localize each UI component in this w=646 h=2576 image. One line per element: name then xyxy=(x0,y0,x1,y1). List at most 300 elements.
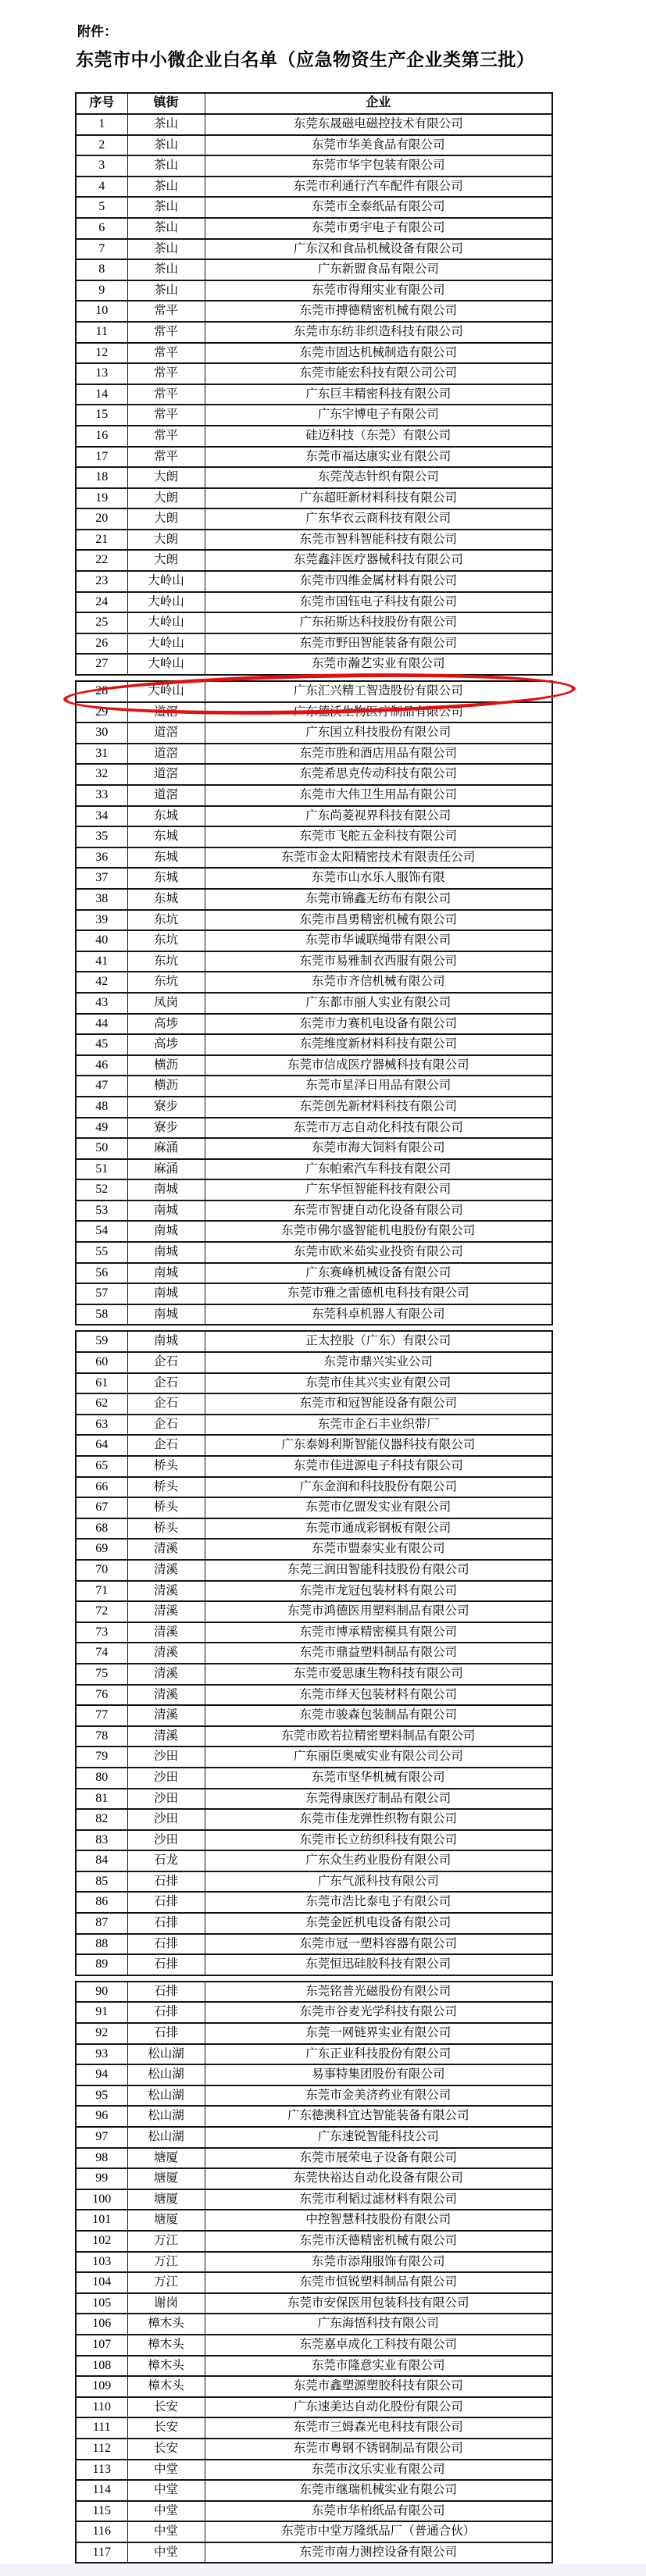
row-company-cell: 东莞市勇宇电子有限公司 xyxy=(205,218,552,239)
row-index-cell: 10 xyxy=(76,301,127,322)
row-town-cell: 东坑 xyxy=(127,930,205,951)
row-town-cell: 大岭山 xyxy=(127,633,205,655)
row-town-cell: 大朗 xyxy=(127,508,205,530)
table-row xyxy=(76,1581,552,1602)
table-row xyxy=(76,1789,552,1810)
table-row xyxy=(76,1560,552,1581)
table-row xyxy=(76,1373,552,1394)
row-town-cell: 清溪 xyxy=(127,1539,205,1560)
row-index-cell: 9 xyxy=(76,280,127,301)
table-row xyxy=(76,2335,552,2356)
table-row xyxy=(76,135,552,156)
row-town-cell: 南城 xyxy=(127,1179,205,1201)
row-town-cell: 道滘 xyxy=(127,744,205,765)
row-town-cell: 常平 xyxy=(127,447,205,468)
table-page-section xyxy=(75,1981,551,2564)
row-index-cell: 115 xyxy=(76,2501,127,2522)
row-company-cell: 东莞市绎天包装材料有限公司 xyxy=(205,1685,552,1706)
table-row xyxy=(76,2376,552,2397)
table-row xyxy=(76,1456,552,1477)
row-company-cell: 东莞市隆意实业有限公司 xyxy=(205,2356,552,2377)
row-company-cell: 广东金润和科技股份有限公司 xyxy=(205,1477,552,1498)
row-index-cell: 85 xyxy=(76,1871,127,1893)
row-town-cell: 万江 xyxy=(127,2252,205,2273)
row-company-cell: 东莞市华宇包装有限公司 xyxy=(205,155,552,177)
table-row xyxy=(76,405,552,426)
table-row xyxy=(76,447,552,468)
table-row xyxy=(76,239,552,260)
row-company-cell: 东莞市企石丰业织带厂 xyxy=(205,1415,552,1436)
row-index-cell: 7 xyxy=(76,239,127,260)
row-town-cell: 塘厦 xyxy=(127,2148,205,2169)
table-row xyxy=(76,2521,552,2542)
row-index-cell: 39 xyxy=(76,910,127,931)
table-row xyxy=(76,2417,552,2439)
row-company-cell: 广东巨丰精密科技有限公司 xyxy=(205,384,552,405)
row-company-cell: 广东汇兴精工智造股份有限公司 xyxy=(205,681,552,702)
row-index-cell: 11 xyxy=(76,322,127,343)
row-index-cell: 35 xyxy=(76,826,127,847)
row-town-cell: 南城 xyxy=(127,1263,205,1284)
row-town-cell: 茶山 xyxy=(127,177,205,198)
table-row xyxy=(76,2314,552,2335)
row-company-cell: 东莞市佳进源电子科技有限公司 xyxy=(205,1456,552,1477)
row-index-cell: 93 xyxy=(76,2044,127,2065)
row-company-cell: 东莞市佛尔盛智能机电股份有限公司 xyxy=(205,1221,552,1242)
row-town-cell: 道滘 xyxy=(127,764,205,785)
row-town-cell: 南城 xyxy=(127,1242,205,1263)
row-town-cell: 麻涌 xyxy=(127,1138,205,1159)
row-company-cell: 东莞市亿盟发实业有限公司 xyxy=(205,1497,552,1518)
row-index-cell: 106 xyxy=(76,2314,127,2335)
row-company-cell: 东莞金匠机电设备有限公司 xyxy=(205,1913,552,1934)
row-company-cell: 东莞创先新材料科技有限公司 xyxy=(205,1097,552,1118)
row-company-cell: 易事特集团股份有限公司 xyxy=(205,2064,552,2085)
row-company-cell: 广东都市丽人实业有限公司 xyxy=(205,993,552,1014)
row-index-cell: 8 xyxy=(76,259,127,280)
row-index-cell: 16 xyxy=(76,426,127,447)
row-company-cell: 东莞恒迅硅胶科技有限公司 xyxy=(205,1954,552,1975)
attachment-label: 附件： xyxy=(77,24,117,39)
company-table xyxy=(75,1330,553,1975)
table-row xyxy=(76,1034,552,1055)
row-company-cell: 东莞市大伟卫生用品有限公司 xyxy=(205,785,552,806)
row-town-cell: 高埗 xyxy=(127,1034,205,1055)
table-row xyxy=(76,343,552,364)
table-row xyxy=(76,1622,552,1643)
table-row xyxy=(76,1954,552,1975)
bottom-strip xyxy=(0,2564,646,2576)
row-index-cell: 113 xyxy=(76,2460,127,2481)
row-index-cell: 102 xyxy=(76,2231,127,2252)
table-row xyxy=(76,2127,552,2148)
row-index-cell: 20 xyxy=(76,508,127,530)
row-town-cell: 沙田 xyxy=(127,1746,205,1768)
row-index-cell: 12 xyxy=(76,343,127,364)
table-row xyxy=(76,1982,552,2003)
row-town-cell: 南城 xyxy=(127,1201,205,1222)
row-index-cell: 86 xyxy=(76,1892,127,1913)
table-row xyxy=(76,2085,552,2107)
row-index-cell: 27 xyxy=(76,654,127,675)
table-row xyxy=(76,218,552,239)
table-page-section xyxy=(75,680,551,1325)
table-row xyxy=(76,764,552,785)
row-index-cell: 18 xyxy=(76,467,127,488)
row-company-cell: 东莞市南力测控设备有限公司 xyxy=(205,2542,552,2564)
header-row xyxy=(76,93,552,114)
row-index-cell: 70 xyxy=(76,1560,127,1581)
row-company-cell: 东莞嘉卓成化工科技有限公司 xyxy=(205,2335,552,2356)
company-table xyxy=(75,680,553,1325)
row-town-cell: 常平 xyxy=(127,384,205,405)
row-company-cell: 广东国立科技股份有限公司 xyxy=(205,722,552,744)
row-town-cell: 沙田 xyxy=(127,1830,205,1851)
row-company-cell: 东莞市欧若拉精密塑料制品有限公司 xyxy=(205,1726,552,1747)
row-company-cell: 广东汉和食品机械设备有限公司 xyxy=(205,239,552,260)
table-row xyxy=(76,1118,552,1139)
row-company-cell: 广东新盟食品有限公司 xyxy=(205,259,552,280)
row-town-cell: 道滘 xyxy=(127,702,205,723)
row-index-cell: 71 xyxy=(76,1581,127,1602)
table-row xyxy=(76,114,552,135)
row-company-cell: 东莞市浩比泰电子有限公司 xyxy=(205,1892,552,1913)
row-company-cell: 东莞市飞舵五金科技有限公司 xyxy=(205,826,552,847)
row-town-cell: 樟木头 xyxy=(127,2314,205,2335)
table-row xyxy=(76,612,552,633)
row-company-cell: 广东海悟科技有限公司 xyxy=(205,2314,552,2335)
row-company-cell: 东莞市昌勇精密机械有限公司 xyxy=(205,910,552,931)
table-row xyxy=(76,1892,552,1913)
row-index-cell: 38 xyxy=(76,889,127,910)
row-index-cell: 114 xyxy=(76,2480,127,2501)
row-index-cell: 57 xyxy=(76,1283,127,1304)
row-index-cell: 49 xyxy=(76,1118,127,1139)
table-row xyxy=(76,633,552,655)
row-town-cell: 清溪 xyxy=(127,1664,205,1685)
row-index-cell: 52 xyxy=(76,1179,127,1201)
row-index-cell: 13 xyxy=(76,363,127,384)
table-row xyxy=(76,1664,552,1685)
row-town-cell: 松山湖 xyxy=(127,2064,205,2085)
row-index-cell: 80 xyxy=(76,1768,127,1789)
table-row xyxy=(76,592,552,613)
table-row xyxy=(76,2106,552,2127)
row-company-cell: 东莞市爱思康生物科技有限公司 xyxy=(205,1664,552,1685)
table-row xyxy=(76,681,552,702)
row-index-cell: 50 xyxy=(76,1138,127,1159)
row-company-cell: 东莞一网链界实业有限公司 xyxy=(205,2023,552,2044)
company-whitelist-table xyxy=(75,92,551,2568)
row-town-cell: 南城 xyxy=(127,1283,205,1304)
row-company-cell: 东莞市鑫塑源塑胶科技有限公司 xyxy=(205,2376,552,2397)
row-town-cell: 南城 xyxy=(127,1331,205,1352)
row-index-cell: 99 xyxy=(76,2168,127,2189)
row-company-cell: 东莞市坚华机械有限公司 xyxy=(205,1768,552,1789)
row-index-cell: 19 xyxy=(76,488,127,509)
row-town-cell: 茶山 xyxy=(127,135,205,156)
row-company-cell: 东莞市信成医疗器械科技有限公司 xyxy=(205,1055,552,1076)
row-town-cell: 清溪 xyxy=(127,1705,205,1726)
table-row xyxy=(76,467,552,488)
table-row xyxy=(76,1304,552,1325)
table-row xyxy=(76,1913,552,1934)
row-town-cell: 樟木头 xyxy=(127,2356,205,2377)
row-index-cell: 23 xyxy=(76,571,127,592)
row-company-cell: 东莞市龙冠包装材料有限公司 xyxy=(205,1581,552,1602)
row-company-cell: 东莞市东纺非织造科技有限公司 xyxy=(205,322,552,343)
row-town-cell: 中堂 xyxy=(127,2480,205,2501)
row-index-cell: 3 xyxy=(76,155,127,177)
table-row xyxy=(76,1076,552,1097)
row-index-cell: 34 xyxy=(76,806,127,827)
row-company-cell: 硅迈科技（东莞）有限公司 xyxy=(205,426,552,447)
row-index-cell: 75 xyxy=(76,1664,127,1685)
row-company-cell: 东莞市雅之雷德机电科技有限公司 xyxy=(205,1283,552,1304)
row-index-cell: 1 xyxy=(76,114,127,135)
row-company-cell: 东莞茂志针织有限公司 xyxy=(205,467,552,488)
table-row xyxy=(76,2210,552,2231)
row-town-cell: 横沥 xyxy=(127,1055,205,1076)
row-company-cell: 东莞市福达康实业有限公司 xyxy=(205,447,552,468)
table-row xyxy=(76,1331,552,1352)
table-row xyxy=(76,2252,552,2273)
row-company-cell: 东莞市金美济药业有限公司 xyxy=(205,2085,552,2107)
row-index-cell: 32 xyxy=(76,764,127,785)
row-town-cell: 东城 xyxy=(127,847,205,869)
row-company-cell: 东莞市利韬过滤材料有限公司 xyxy=(205,2189,552,2210)
row-town-cell: 松山湖 xyxy=(127,2106,205,2127)
row-index-cell: 29 xyxy=(76,702,127,723)
row-index-cell: 105 xyxy=(76,2293,127,2314)
company-table xyxy=(75,92,553,676)
row-town-cell: 石排 xyxy=(127,1934,205,1955)
row-town-cell: 大岭山 xyxy=(127,571,205,592)
row-town-cell: 谢岗 xyxy=(127,2293,205,2314)
row-index-cell: 111 xyxy=(76,2417,127,2439)
row-index-cell: 104 xyxy=(76,2272,127,2293)
row-company-cell: 广东华衣云商科技有限公司 xyxy=(205,508,552,530)
row-town-cell: 茶山 xyxy=(127,155,205,177)
row-index-cell: 41 xyxy=(76,951,127,972)
row-index-cell: 79 xyxy=(76,1746,127,1768)
table-row xyxy=(76,2356,552,2377)
row-town-cell: 茶山 xyxy=(127,197,205,218)
table-row xyxy=(76,1201,552,1222)
row-company-cell: 东莞市长立纺织科技有限公司 xyxy=(205,1830,552,1851)
row-town-cell: 沙田 xyxy=(127,1809,205,1830)
table-row xyxy=(76,571,552,592)
table-row xyxy=(76,550,552,571)
row-town-cell: 清溪 xyxy=(127,1643,205,1664)
row-town-cell: 大岭山 xyxy=(127,592,205,613)
row-company-cell: 广东尚菱视界科技有限公司 xyxy=(205,806,552,827)
table-row xyxy=(76,1726,552,1747)
row-index-cell: 72 xyxy=(76,1601,127,1622)
row-index-cell: 31 xyxy=(76,744,127,765)
row-company-cell: 广东德澳科宜达智能装备有限公司 xyxy=(205,2106,552,2127)
row-index-cell: 21 xyxy=(76,530,127,551)
table-row xyxy=(76,363,552,384)
row-town-cell: 茶山 xyxy=(127,114,205,135)
row-company-cell: 东莞市恒锐塑料制品有限公司 xyxy=(205,2272,552,2293)
row-company-cell: 东莞市万志自动化科技有限公司 xyxy=(205,1118,552,1139)
table-row xyxy=(76,1352,552,1373)
table-row xyxy=(76,1768,552,1789)
row-index-cell: 66 xyxy=(76,1477,127,1498)
row-index-cell: 25 xyxy=(76,612,127,633)
row-company-cell: 东莞市佳龙弹性织物有限公司 xyxy=(205,1809,552,1830)
row-company-cell: 东莞市利通行汽车配件有限公司 xyxy=(205,177,552,198)
row-index-cell: 28 xyxy=(76,681,127,702)
row-town-cell: 中堂 xyxy=(127,2501,205,2522)
table-row xyxy=(76,530,552,551)
table-row xyxy=(76,2397,552,2418)
table-row xyxy=(76,2002,552,2023)
row-town-cell: 桥头 xyxy=(127,1497,205,1518)
row-town-cell: 樟木头 xyxy=(127,2335,205,2356)
row-town-cell: 中堂 xyxy=(127,2542,205,2564)
row-company-cell: 东莞市固达机械制造有限公司 xyxy=(205,343,552,364)
row-company-cell: 东莞市搏德精密机械有限公司 xyxy=(205,301,552,322)
row-company-cell: 东莞市锦鑫无纺布有限公司 xyxy=(205,889,552,910)
table-row xyxy=(76,847,552,869)
row-town-cell: 东坑 xyxy=(127,951,205,972)
row-town-cell: 东城 xyxy=(127,868,205,889)
row-town-cell: 沙田 xyxy=(127,1789,205,1810)
row-town-cell: 东坑 xyxy=(127,910,205,931)
row-index-cell: 84 xyxy=(76,1850,127,1871)
row-company-cell: 东莞市四维金属材料有限公司 xyxy=(205,571,552,592)
row-index-cell: 103 xyxy=(76,2252,127,2273)
row-company-cell: 东莞市鼎益塑料制品有限公司 xyxy=(205,1643,552,1664)
table-page-section xyxy=(75,92,551,676)
table-row xyxy=(76,2542,552,2564)
table-row xyxy=(76,2168,552,2189)
row-index-cell: 64 xyxy=(76,1435,127,1456)
column-header-index: 序号 xyxy=(76,93,127,114)
row-index-cell: 40 xyxy=(76,930,127,951)
row-town-cell: 南城 xyxy=(127,1304,205,1325)
table-row xyxy=(76,744,552,765)
row-town-cell: 东城 xyxy=(127,806,205,827)
row-town-cell: 石排 xyxy=(127,2023,205,2044)
row-company-cell: 东莞市沃德精密机械有限公司 xyxy=(205,2231,552,2252)
row-town-cell: 清溪 xyxy=(127,1622,205,1643)
table-row xyxy=(76,1263,552,1284)
row-index-cell: 15 xyxy=(76,405,127,426)
table-row xyxy=(76,2501,552,2522)
row-company-cell: 广东众生药业股份有限公司 xyxy=(205,1850,552,1871)
table-row xyxy=(76,384,552,405)
row-company-cell: 东莞市谷麦光学科技有限公司 xyxy=(205,2002,552,2023)
table-row xyxy=(76,488,552,509)
table-row xyxy=(76,2064,552,2085)
table-row xyxy=(76,1179,552,1201)
table-row xyxy=(76,177,552,198)
row-index-cell: 78 xyxy=(76,1726,127,1747)
row-town-cell: 清溪 xyxy=(127,1726,205,1747)
table-row xyxy=(76,654,552,675)
table-row xyxy=(76,1055,552,1076)
row-town-cell: 桥头 xyxy=(127,1518,205,1540)
row-town-cell: 桥头 xyxy=(127,1456,205,1477)
row-index-cell: 22 xyxy=(76,550,127,571)
row-company-cell: 东莞市粤钢不锈钢制品有限公司 xyxy=(205,2439,552,2460)
row-town-cell: 常平 xyxy=(127,363,205,384)
table-row xyxy=(76,2293,552,2314)
row-town-cell: 东城 xyxy=(127,826,205,847)
table-row xyxy=(76,702,552,723)
row-town-cell: 企石 xyxy=(127,1435,205,1456)
table-row xyxy=(76,722,552,744)
row-index-cell: 87 xyxy=(76,1913,127,1934)
row-company-cell: 东莞铭普光磁股份有限公司 xyxy=(205,1982,552,2003)
row-company-cell: 中控智慧科技股份有限公司 xyxy=(205,2210,552,2231)
row-town-cell: 大岭山 xyxy=(127,612,205,633)
row-town-cell: 清溪 xyxy=(127,1560,205,1581)
row-company-cell: 东莞市金太阳精密技术有限责任公司 xyxy=(205,847,552,869)
table-row xyxy=(76,426,552,447)
row-company-cell: 东莞市通成彩钢板有限公司 xyxy=(205,1518,552,1540)
table-row xyxy=(76,1601,552,1622)
row-index-cell: 89 xyxy=(76,1954,127,1975)
row-index-cell: 112 xyxy=(76,2439,127,2460)
table-row xyxy=(76,2044,552,2065)
row-index-cell: 63 xyxy=(76,1415,127,1436)
table-row xyxy=(76,1435,552,1456)
table-row xyxy=(76,155,552,177)
row-town-cell: 高埗 xyxy=(127,1014,205,1035)
table-row xyxy=(76,951,552,972)
row-index-cell: 82 xyxy=(76,1809,127,1830)
row-town-cell: 石龙 xyxy=(127,1850,205,1871)
table-row xyxy=(76,2272,552,2293)
row-company-cell: 东莞市华柏纸品有限公司 xyxy=(205,2501,552,2522)
row-index-cell: 96 xyxy=(76,2106,127,2127)
row-town-cell: 清溪 xyxy=(127,1601,205,1622)
row-company-cell: 东莞市全泰纸品有限公司 xyxy=(205,197,552,218)
row-index-cell: 94 xyxy=(76,2064,127,2085)
row-town-cell: 石排 xyxy=(127,1871,205,1893)
row-company-cell: 东莞东晟磁电磁控技术有限公司 xyxy=(205,114,552,135)
row-index-cell: 36 xyxy=(76,847,127,869)
row-company-cell: 东莞市鸿德医用塑料制品有限公司 xyxy=(205,1601,552,1622)
row-town-cell: 茶山 xyxy=(127,239,205,260)
table-row xyxy=(76,993,552,1014)
row-index-cell: 116 xyxy=(76,2521,127,2542)
table-row xyxy=(76,806,552,827)
row-company-cell: 东莞市齐信机械有限公司 xyxy=(205,972,552,993)
row-town-cell: 常平 xyxy=(127,405,205,426)
table-row xyxy=(76,1477,552,1498)
table-row xyxy=(76,1830,552,1851)
row-town-cell: 企石 xyxy=(127,1373,205,1394)
row-company-cell: 广东泰姆利斯智能仪器科技有限公司 xyxy=(205,1435,552,1456)
row-company-cell: 东莞鑫沣医疗器械科技有限公司 xyxy=(205,550,552,571)
row-company-cell: 东莞市瀚艺实业有限公司 xyxy=(205,654,552,675)
row-company-cell: 东莞市山水乐人服饰有限 xyxy=(205,868,552,889)
row-index-cell: 88 xyxy=(76,1934,127,1955)
row-index-cell: 59 xyxy=(76,1331,127,1352)
table-row xyxy=(76,1934,552,1955)
row-town-cell: 企石 xyxy=(127,1415,205,1436)
row-town-cell: 塘厦 xyxy=(127,2168,205,2189)
row-index-cell: 30 xyxy=(76,722,127,744)
row-index-cell: 14 xyxy=(76,384,127,405)
table-row xyxy=(76,2439,552,2460)
row-company-cell: 东莞市胜和酒店用品有限公司 xyxy=(205,744,552,765)
